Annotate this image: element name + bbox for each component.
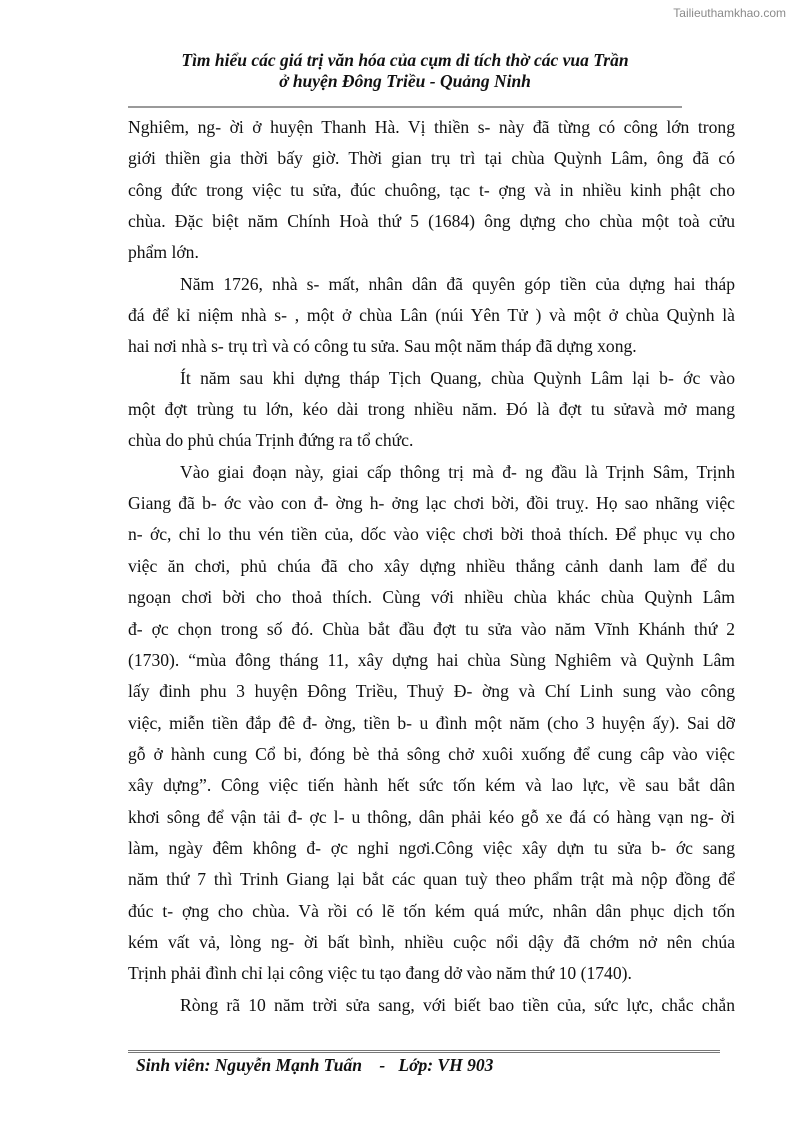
text-line: lấy đinh phu 3 huyện Đông Triều, Thuỷ Đ- ờng và Chí Linh sung vào công: [128, 681, 735, 702]
text-line: năm thứ 7 thì Trinh Giang lại bắt các quan tuỳ theo phẩm trật mà nộp đồng để: [128, 869, 735, 890]
watermark: Tailieuthamkhao.com: [673, 6, 786, 20]
text-line: gỗ ở hành cung Cổ bi, đóng bè thả sông chở xuôi xuống để cung câp vào việc: [128, 743, 735, 764]
text-line: Vào giai đoạn này, giai cấp thông trị mà đ- ng đầu là Trịnh Sâm, Trịnh: [180, 461, 735, 482]
text-line: giới thiền gia thời bấy giờ. Thời gian trụ trì tại chùa Quỳnh Lâm, ông đã có: [128, 148, 735, 169]
text-line: đúc t- ợng cho chùa. Và rồi có lẽ tốn kém quá mức, nhân dân phục dịch tốn: [128, 900, 735, 921]
text-line: Năm 1726, nhà s- mất, nhân dân đã quyên góp tiền của dựng hai tháp: [180, 273, 735, 294]
text-line: kém vất vả, lòng ng- ời bất bình, nhiều cuộc nổi dậy đã chớm nở nên chúa: [128, 931, 735, 952]
footer-divider: [128, 1050, 720, 1053]
text-line: chùa. Đặc biệt năm Chính Hoà thứ 5 (1684) ông dựng cho chùa một toà cửu: [128, 211, 735, 232]
text-line: Nghiêm, ng- ời ở huyện Thanh Hà. Vị thiền s- này đã từng có công lớn trong: [128, 117, 735, 137]
header-title-line1: Tìm hiểu các giá trị văn hóa của cụm di tích thờ các vua Trần: [181, 50, 629, 70]
text-line: công đức trong việc tu sửa, đúc chuông, tạc t- ợng và in nhiều kinh phật cho: [128, 179, 735, 200]
text-line: làm, ngày đêm không đ- ợc nghỉ ngơi.Công việc xây dựn tu sửa b- ớc sang: [128, 837, 735, 858]
text-line: xây dựng”. Công việc tiến hành hết sức tốn kém và lao lực, về sau bắt dân: [128, 775, 735, 796]
text-line: Trịnh phải đình chỉ lại công việc tu tạo đang dở vào năm thứ 10 (1740).: [128, 963, 632, 984]
paragraph: [128, 457, 735, 990]
text-line: một đợt trùng tu lớn, kéo dài trong nhiều năm. Đó là đợt tu sửavà mở mang: [128, 399, 735, 420]
text-line: n- ớc, chỉ lo thu vén tiền của, dốc vào việc chơi bời thoả thích. Để phục vụ cho: [128, 524, 735, 545]
text-line: việc ăn chơi, phủ chúa đã cho xây dựng nhiều thắng cảnh danh lam để du: [128, 555, 735, 576]
text-line: ngoạn chơi bời cho thoả thích. Cùng với nhiều chùa khác chùa Quỳnh Lâm: [128, 587, 735, 608]
text-line: Ròng rã 10 năm trời sửa sang, với biết bao tiền của, sức lực, chắc chắn: [180, 994, 735, 1015]
text-line: chùa do phủ chúa Trịnh đứng ra tổ chức.: [128, 430, 414, 451]
paragraph: [128, 112, 735, 269]
page-header: [128, 50, 682, 92]
document-body: [128, 112, 735, 1021]
text-line: hai nơi nhà s- trụ trì và có công tu sửa. Sau một năm tháp đã dựng xong.: [128, 336, 637, 357]
text-line: việc, miễn tiền đắp đê đ- ờng, tiền b- u đình một năm (cho 3 huyện ấy). Sai dỡ: [128, 712, 735, 733]
text-line: phẩm lớn.: [128, 242, 199, 263]
paragraph: [128, 363, 735, 457]
text-line: khơi sông để vận tải đ- ợc l- u thông, dân phải kéo gỗ xe đá có hàng vạn ng- ời: [128, 806, 735, 827]
paragraph: [128, 269, 735, 363]
text-line: (1730). “mùa đông tháng 11, xây dựng hai chùa Sùng Nghiêm và Quỳnh Lâm: [128, 649, 735, 670]
text-line: Giang đã b- ớc vào con đ- ờng h- ởng lạc chơi bời, đồi truỵ. Họ sao nhãng việc: [128, 493, 735, 514]
paragraph: [128, 990, 735, 1021]
header-title-line2: ở huyện Đông Triều - Quảng Ninh: [279, 71, 531, 91]
text-line: đ- ợc chọn trong số đó. Chùa bắt đầu đợt tu sửa vào năm Vĩnh Khánh thứ 2: [128, 618, 735, 639]
header-divider: [128, 106, 682, 108]
text-line: Ít năm sau khi dựng tháp Tịch Quang, chùa Quỳnh Lâm lại b- ớc vào: [180, 367, 735, 388]
footer-student-info: Sinh viên: Nguyễn Mạnh Tuấn - Lớp: VH 903: [136, 1055, 494, 1075]
text-line: đá để kỉ niệm nhà s- , một ở chùa Lân (núi Yên Tử ) và một ở chùa Quỳnh là: [128, 305, 735, 326]
